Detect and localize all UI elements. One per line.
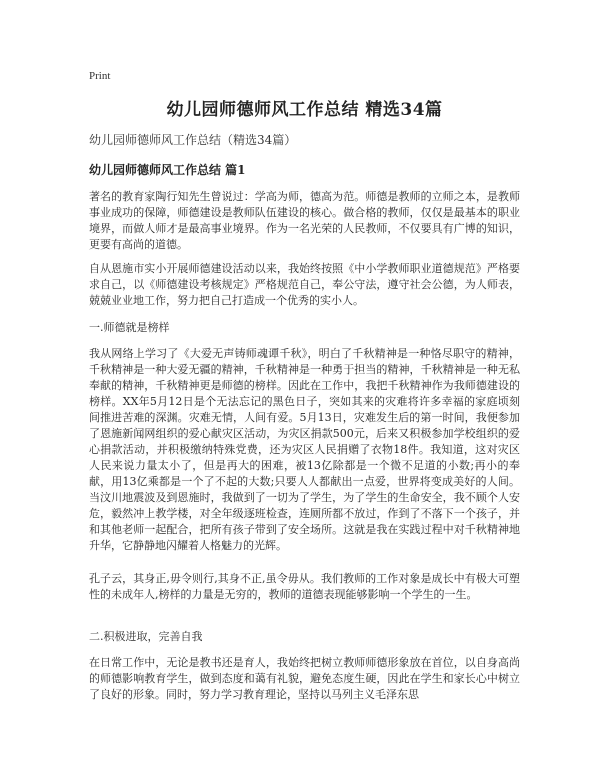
section-heading: 幼儿园师德师风工作总结 篇1 xyxy=(89,163,246,177)
paragraph-intro: 著名的教育家陶行知先生曾说过：学高为师，德高为范。师德是教师的立师之本，是教师事业成功的保障，师德建设是教师队伍建设的核心。做合格的教师，仅仅是最基本的职业境界，而做人师才是最高事业境界。作为一名光荣的人民教师，不仅要具有广博的知识，更要有高尚的道德。 xyxy=(89,190,520,251)
paragraph-daily-work: 在日常工作中，无论是教书还是育人，我始终把树立教师师德形象放在首位，以自身高尚的师德影响教育学生，做到态度和蔼有礼貌，避免态度生硬，因此在学生和家长心中树立了良好的形象。同时，努力学习教育理论，坚持以马列主义毛泽东思 xyxy=(89,656,520,701)
page-title: 幼儿园师德师风工作总结 精选34篇 xyxy=(166,100,443,120)
paragraph-confucius: 孔子云，其身正,毋令则行,其身不正,虽令毋从。我们教师的工作对象是成长中有极大可塑性的未成年人,榜样的力量是无穷的，教师的道德表现能够影响一个学生的一生。 xyxy=(89,572,520,601)
paragraph-qianqiu-spirit: 我从网络上学习了《大爱无声铸师魂谭千秋》，明白了千秋精神是一种恪尽职守的精神，千秋精神是一种大爱无疆的精神，千秋精神是一种勇于担当的精神，千秋精神是一种无私奉献的精神，千秋精神更是师德的榜样。因此在工作中，我把千秋精神作为我师德建设的榜样。XX年5月12日是个无法忘记的黑色日子，突如其来的灾难将许多幸福的家庭顷刻间推进苦难的深渊。灾难无情，人间有爱。5月13日，灾难发生后的第一时间，我便参加了恩施新闻网组织的爱心献灾区活动，为灾区捐款500元，后来又积极参加学校组织的爱心捐款活动，并积极缴纳特殊党费，还为灾区人民捐赠了衣物18件。我知道，这对灾区人民来说力量太小了，但是再大的困难，被13亿除都是一个微不足道的小数;再小的奉献，用13亿乘都是一个了不起的大数;只要人人都献出一点爱，世界将变成美好的人间。当汶川地震波及到恩施时，我做到了一切为了学生，为了学生的生命安全，我不顾个人安危，毅然冲上教学楼，对全年级逐班检查，连厕所都不放过，作到了不落下一个孩子，并和其他老师一起配合，把所有孩子带到了安全场所。这就是我在实践过程中对千秋精神地升华，它静静地闪耀着人格魅力的光辉。 xyxy=(89,347,520,552)
document-subtitle: 幼儿园师德师风工作总结（精选34篇） xyxy=(89,133,297,147)
subheading-role-model: 一.师德就是榜样 xyxy=(89,321,170,334)
paragraph-commitment: 自从恩施市实小开展师德建设活动以来，我始终按照《中小学教师职业道德规范》严格要求自己，以《师德建设考核规定》严格规范自己，奉公守法，遵守社会公德，为人师表，兢兢业业地工作，努力把自己打造成一个优秀的实小人。 xyxy=(89,262,520,307)
subheading-self-improvement: 二.积极进取，完善自我 xyxy=(89,630,203,643)
print-link[interactable]: Print xyxy=(89,70,111,82)
